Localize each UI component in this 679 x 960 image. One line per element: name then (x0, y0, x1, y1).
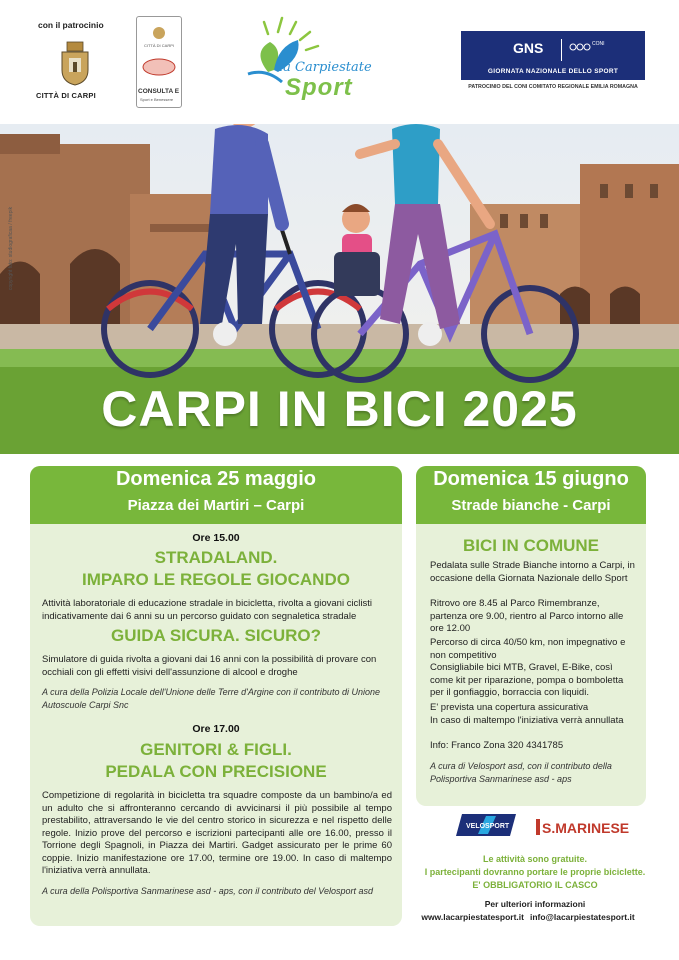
patrocinio-label: con il patrocinio (38, 20, 104, 30)
velosport-logo (456, 812, 518, 838)
svg-text:CONI: CONI (592, 41, 605, 47)
footer-casco: E' OBBLIGATORIO IL CASCO (472, 880, 598, 890)
activity-stradaland-desc: Attività laboratoriale di educazione stradale in bicicletta, rivolta a giovani ciclisti indicativamente dai 6 anni su un percorso guidato con segnaletica stradale (42, 598, 373, 622)
svg-text:CITTÀ DI CARPI: CITTÀ DI CARPI (143, 43, 175, 48)
time-1700: Ore 17.00 (192, 723, 240, 735)
bici-info-contact: Info: Franco Zona 320 4341785 (430, 740, 564, 751)
sanmarinese-logo-text: S.MARINESE (542, 820, 630, 836)
velosport-logo-text: VELOSPORT (466, 823, 510, 830)
time-1500: Ore 15.00 (192, 532, 240, 544)
footer-email-link[interactable]: info@lacarpiestatesport.it (530, 912, 635, 922)
activity-guida-sicura: GUIDA SICURA. SICURO? (111, 626, 321, 645)
bici-info-4: Consigliabile bici MTB, Gravel, E-Bike, così come kit per riparazione, pompa o bomboletta per il gonfiaggio, borraccia con liquidi. (430, 662, 624, 698)
footer-gratuite: Le attività sono gratuite. (482, 854, 587, 864)
consulta-sub: Sport e Benessere (140, 97, 174, 102)
activity-guida-sicura-desc: Simulatore di guida rivolta a giovani dai 16 anni con la possibilità di provare con occhiali con gli effetti visivi dell'assunzione di alcool e droghe (42, 654, 377, 678)
credit-velosport: A cura di Velosport asd, con il contributo della Polisportiva Sanmarinese asd - aps (430, 761, 612, 784)
bici-info-3: Percorso di circa 40/50 km, non impegnativo e non competitivo (430, 637, 626, 661)
bici-info-6: In caso di maltempo l'iniziativa verrà annullata (430, 715, 624, 726)
main-title: CARPI IN BICI 2025 (101, 381, 578, 437)
svg-text:GNS: GNS (513, 40, 544, 56)
photo-credit: copyright foto: studiograficaa / freepik (8, 206, 14, 290)
footer-website-link[interactable]: www.lacarpiestatesport.it (421, 912, 524, 922)
bici-info-1: Pedalata sulle Strade Bianche intorno a Carpi, in occasione della Giornata Nazionale dello Sport (430, 560, 635, 584)
bici-info-2: Ritrovo ore 8.45 al Parco Rimembranze, partenza ore 9.00, rientro al Parco intorno alle ore 12.00 (430, 598, 624, 634)
consulta-label: CONSULTA E (138, 88, 180, 95)
footer-info-label: Per ulteriori informazioni (484, 899, 586, 909)
gns-title: GIORNATA NAZIONALE DELLO SPORT (487, 68, 619, 75)
credit-polisportiva: A cura della Polisportiva Sanmarinese asd - aps, con il contributo del Velosport asd (42, 886, 374, 896)
credit-polizia: A cura della Polizia Locale dell'Unione delle Terre d'Argine con il contributo di Unione Autoscuole Carpi Snc (42, 687, 380, 710)
gns-coni-logo-icon (461, 31, 645, 67)
activity-stradaland-1: STRADALAND. (154, 548, 278, 567)
activity-genitori-desc: Competizione di regolarità in bicicletta tra squadre composte da un bambino/a ed un adulto che si affronteranno cercando di avvicinarsi il più possibile al tempo prestabilito, attraversando le vie del centro storico in sicurezza e nel rispetto delle regole. Inizio prove del percorso e iscrizioni partecipanti alle ore 16.00, presso il Torrione degli Spagnoli, in Piazza dei Martiri. Gadget assicurato per le prime 60 coppie. Inizio manifestazione ore 17.00, termine ore 19.00. In caso di maltempo l'iniziativa verrà annullata. (42, 790, 392, 876)
bici-info-5: E' prevista una copertura assicurativa (430, 702, 589, 713)
carpi-crest-icon (58, 40, 92, 86)
footer-biciclette: I partecipanti dovranno portare le proprie biciclette. (424, 867, 646, 877)
consulta-emblem-icon (137, 17, 181, 87)
logo-text-carpiestate: la Carpiestate (279, 60, 372, 75)
gns-subtitle: PATROCINIO DEL CONI COMITATO REGIONALE EMILIA ROMAGNA (468, 84, 638, 90)
activity-stradaland-2: IMPARO LE REGOLE GIOCANDO (82, 570, 350, 589)
event-date-june: Domenica 15 giugno (433, 468, 629, 490)
event-place-may: Piazza dei Martiri – Carpi (127, 497, 305, 514)
activity-genitori-1: GENITORI & FIGLI. (140, 740, 292, 759)
activity-genitori-2: PEDALA CON PRECISIONE (105, 762, 327, 781)
activity-bici-in-comune: BICI IN COMUNE (463, 536, 599, 555)
carpi-name: CITTÀ DI CARPI (36, 91, 96, 100)
event-date-may: Domenica 25 maggio (115, 468, 317, 490)
logo-text-sport: Sport (285, 74, 353, 101)
sanmarinese-logo (536, 817, 632, 837)
event-place-june: Strade bianche - Carpi (451, 497, 611, 514)
